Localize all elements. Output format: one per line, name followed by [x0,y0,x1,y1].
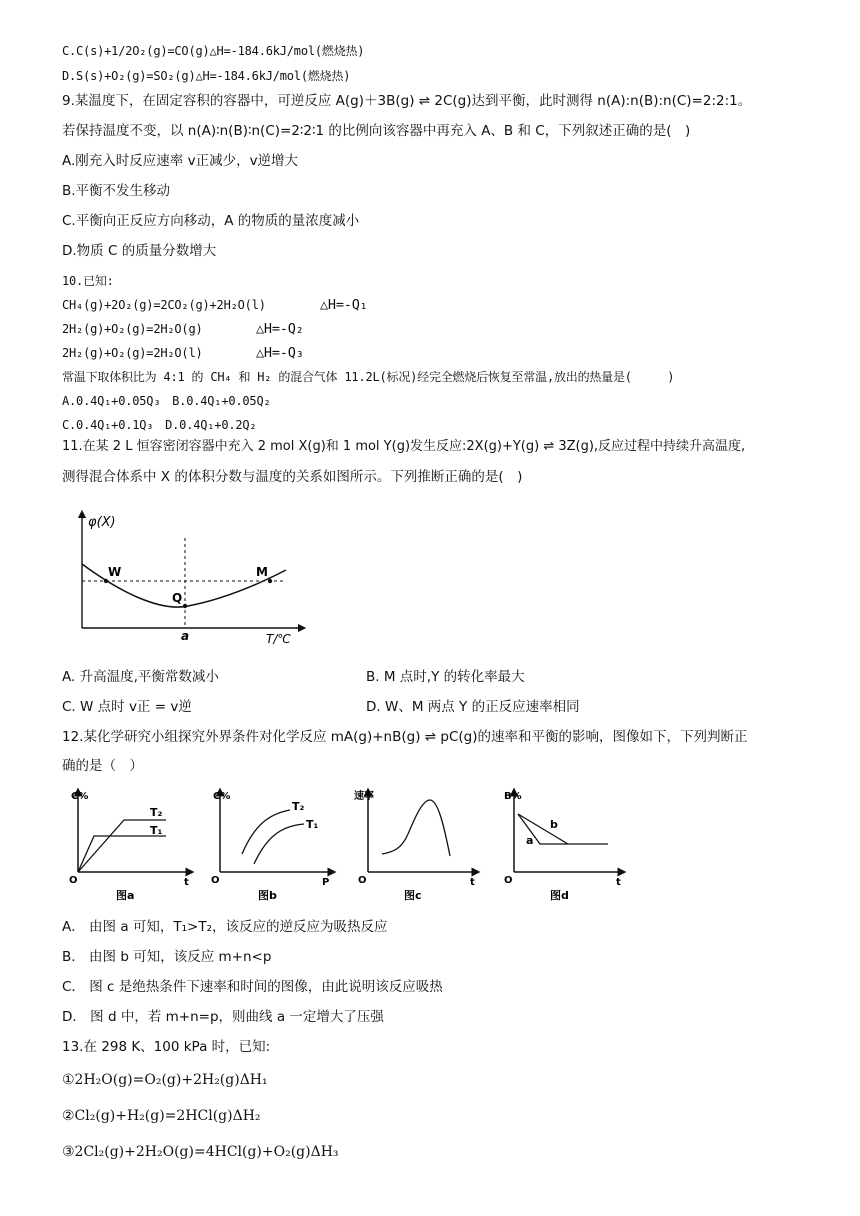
q10-question: 常温下取体积比为 4:1 的 CH₄ 和 H₂ 的混合气体 11.2L(标况)经完全燃烧后恢复至常温,放出的热量是( ) [62,370,675,384]
q10-options-ab: A.0.4Q₁+0.05Q₃ B.0.4Q₁+0.05Q₂ [62,394,271,408]
q9-option-a: A.刚充入时反应速率 v正减少，v逆增大 [62,153,299,169]
q11-figure [70,508,310,646]
q11-option-b: B. M 点时,Y 的转化率最大 [366,669,525,685]
y-axis-label: φ(X) [88,515,116,530]
q12-option-b: B． 由图 b 可知，该反应 m+n<p [62,949,272,965]
label-q: Q [172,591,183,605]
fig-a-ylabel: C% [71,791,89,802]
q10-stem: 10.已知: [62,274,114,288]
line-c-option: C.C(s)+1/2O₂(g)=CO(g)△H=-184.6kJ/mol(燃烧热) [62,44,365,58]
q9-stem-2: 若保持温度不变，以 n(A)∶n(B)∶n(C)=2∶2∶1 的比例向该容器中再充入 A、B 和 C，下列叙述正确的是( ) [62,123,691,139]
label-m: M [256,565,268,579]
q11-option-d: D. W、M 两点 Y 的正反应速率相同 [366,699,580,715]
q12-figure-a [66,786,196,904]
fig-a-curve-t1 [78,836,166,872]
fig-b-x: P [322,877,330,888]
fig-b-t2: T₂ [292,800,305,813]
q13-eq3: ③2Cl₂(g)+2H₂O(g)=4HCl(g)+O₂(g)ΔH₃ [62,1144,339,1160]
fig-d-caption: 图d [550,889,569,902]
fig-d-ylabel: B% [504,791,522,802]
fig-d-label-a: a [526,834,534,847]
q12-figure-d [498,786,628,904]
fig-b-origin: O [211,875,220,886]
fig-c-origin: O [358,875,367,886]
q12-option-c: C． 图 c 是绝热条件下速率和时间的图像，由此说明该反应吸热 [62,979,443,995]
q10-eq1-dh: △H=-Q₁ [320,297,368,313]
q11-option-c: C. W 点时 v正 = v逆 [62,699,192,715]
fig-c-ylabel: 速率 [354,791,374,802]
q10-options-cd: C.0.4Q₁+0.1Q₃ D.0.4Q₁+0.2Q₂ [62,418,257,432]
fig-a-t2: T₂ [150,806,163,819]
fig-d-x: t [616,877,621,888]
fig-c-caption: 图c [404,889,422,902]
q10-eq3: 2H₂(g)+O₂(g)=2H₂O(l) [62,346,203,360]
q9-option-c: C.平衡向正反应方向移动，A 的物质的量浓度减小 [62,213,360,229]
fig-c-x: t [470,877,475,888]
fig-a-x: t [184,877,189,888]
q10-eq3-dh: △H=-Q₃ [256,345,304,361]
label-a: a [181,629,190,643]
point-q [183,604,187,608]
q9-stem: 9.某温度下，在固定容积的容器中，可逆反应 A(g)＋3B(g) ⇌ 2C(g)达到平衡，此时测得 n(A):n(B):n(C)=2:2:1。 [62,93,752,109]
fig-d-origin: O [504,875,513,886]
q11-stem-2: 测得混合体系中 X 的体积分数与温度的关系如图所示。下列推断正确的是( ) [62,469,523,485]
q10-eq2-dh: △H=-Q₂ [256,321,304,337]
point-w [104,579,108,583]
q11-stem: 11.在某 2 L 恒容密闭容器中充入 2 mol X(g)和 1 mol Y(g)发生反应:2X(g)+Y(g) ⇌ 3Z(g),反应过程中持续升高温度, [62,439,746,454]
fig-b-ylabel: C% [213,791,231,802]
label-w: W [108,565,122,579]
q9-option-d: D.物质 C 的质量分数增大 [62,243,217,259]
line-d-option: D.S(s)+O₂(g)=SO₂(g)△H=-184.6kJ/mol(燃烧热) [62,69,351,83]
q13-stem: 13.在 298 K、100 kPa 时，已知: [62,1039,271,1055]
q12-figure-c [352,786,482,904]
fig-a-caption: 图a [116,889,135,902]
q13-eq1: ①2H₂O(g)=O₂(g)+2H₂(g)ΔH₁ [62,1072,268,1088]
x-axis-label: T/℃ [266,632,291,646]
q9-option-b: B.平衡不发生移动 [62,183,171,199]
q11-option-a: A. 升高温度,平衡常数减小 [62,669,219,685]
q12-figure-b [208,786,338,904]
q12-option-d: D． 图 d 中，若 m+n=p，则曲线 a 一定增大了压强 [62,1009,384,1025]
q13-eq2: ②Cl₂(g)+H₂(g)=2HCl(g)ΔH₂ [62,1108,261,1124]
q10-eq1: CH₄(g)+2O₂(g)=2CO₂(g)+2H₂O(l) [62,298,266,312]
fig-b-caption: 图b [258,889,277,902]
fig-b-t1: T₁ [306,818,319,831]
point-m [268,579,272,583]
fig-a-origin: O [69,875,78,886]
fig-a-t1: T₁ [150,824,163,837]
q12-stem: 12.某化学研究小组探究外界条件对化学反应 mA(g)+nB(g) ⇌ pC(g)的速率和平衡的影响，图像如下，下列判断正 [62,729,748,745]
fig-c-curve [382,800,450,856]
fig-b-curve-t2 [242,810,290,854]
q12-option-a: A． 由图 a 可知，T₁>T₂，该反应的逆反应为吸热反应 [62,919,388,935]
fig-b-curve-t1 [254,824,304,864]
q12-stem-2: 确的是（ ） [62,758,143,774]
fig-d-label-b: b [550,818,558,831]
q10-eq2: 2H₂(g)+O₂(g)=2H₂O(g) [62,322,203,336]
